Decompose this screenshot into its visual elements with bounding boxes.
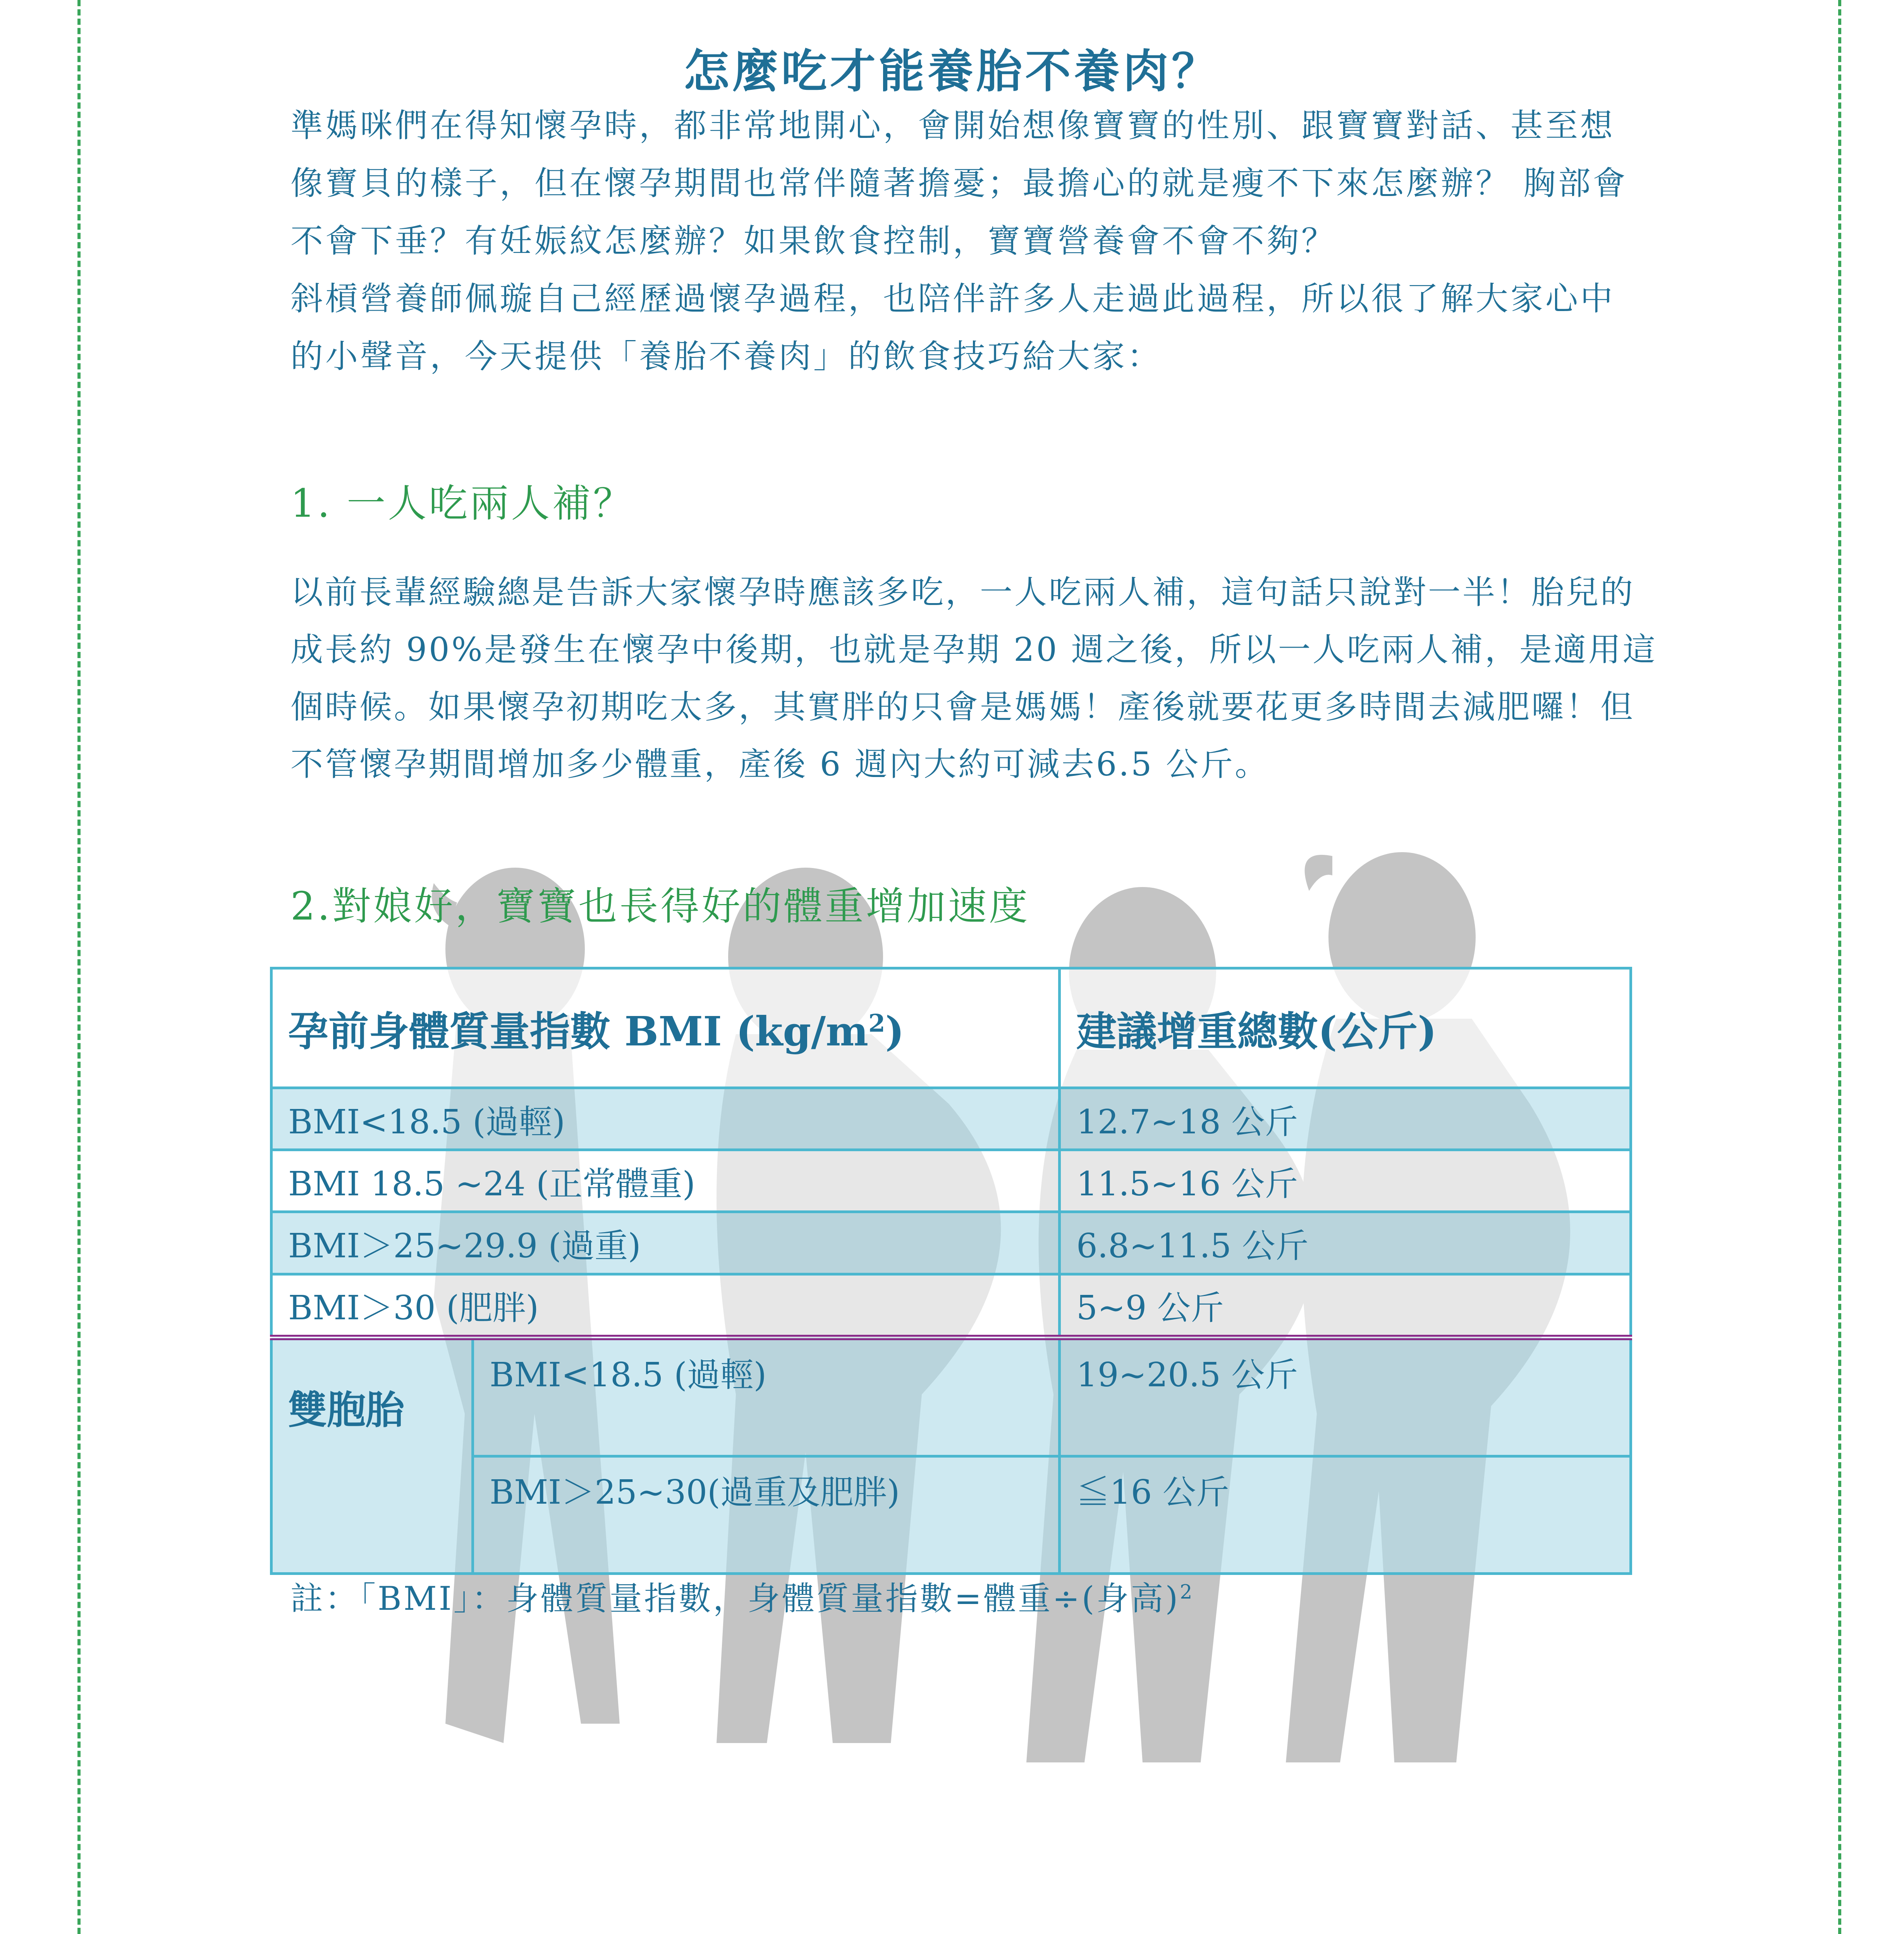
gain-cell: ≦16 公斤 xyxy=(1060,1456,1631,1573)
header-bmi xyxy=(272,968,1060,1088)
gain-cell: 6.8~11.5 公斤 xyxy=(1060,1212,1631,1274)
table-row xyxy=(272,1088,1631,1150)
header-bmi-text: 孕前身體質量指數 BMI (kg/m xyxy=(288,1007,869,1056)
table-row xyxy=(272,1212,1631,1274)
intro-text xyxy=(290,97,1631,385)
section2-heading: 2.對娘好，寶寶也長得好的體重增加速度 xyxy=(290,884,1030,929)
bmi-weight-gain-table xyxy=(270,967,1632,1575)
bmi-cell: BMI 18.5 ~24 (正常體重) xyxy=(272,1150,1060,1212)
header-bmi-sup: 2 xyxy=(868,1009,885,1038)
twin-label: 雙胞胎 xyxy=(272,1337,473,1574)
gain-cell: 19~20.5 公斤 xyxy=(1060,1337,1631,1456)
intro-paragraph: 準媽咪們在得知懷孕時，都非常地開心，會開始想像寶寶的性別、跟寶寶對話、甚至想像寶貝的樣子，但在懷孕期間也常伴隨著擔憂；最擔心的就是瘦不下來怎麼辦？ 胸部會不會下垂？有妊娠紋怎麼辦？如果飲食控制，寶寶營養會不會不夠？ xyxy=(290,107,1628,260)
section1-heading: 1. 一人吃兩人補？ xyxy=(290,481,634,526)
footnote xyxy=(290,1569,1194,1622)
table-row-twin xyxy=(272,1456,1631,1573)
gain-cell: 11.5~16 公斤 xyxy=(1060,1150,1631,1212)
section1-body: 以前長輩經驗總是告訴大家懷孕時應該多吃，一人吃兩人補，這句話只說對一半！胎兒的成長約 90%是發生在懷孕中後期，也就是孕期 20 週之後，所以一人吃兩人補，是適用這個時候。如果懷孕初期吃太多，其實胖的只會是媽媽！產後就要花更多時間去減肥囉！但不管懷孕期間增加多少體重，產後 6 週內大約可減去6.5 公斤。 xyxy=(290,573,1657,783)
header-bmi-suffix: ) xyxy=(885,1007,904,1056)
page-title: 怎麼吃才能養胎不養肉？ xyxy=(683,44,1220,98)
intro-paragraph: 斜槓營養師佩璇自己經歷過懷孕過程，也陪伴許多人走過此過程，所以很了解大家心中的小聲音，今天提供「養胎不養肉」的飲食技巧給大家： xyxy=(290,280,1615,375)
table-row-twin xyxy=(272,1337,1631,1456)
table-row xyxy=(272,1274,1631,1337)
gain-cell: 12.7~18 公斤 xyxy=(1060,1088,1631,1150)
bmi-cell: BMI＞30 (肥胖) xyxy=(272,1274,1060,1337)
bmi-cell: BMI＞25~29.9 (過重) xyxy=(272,1212,1060,1274)
header-weight-gain: 建議增重總數(公斤) xyxy=(1060,968,1631,1088)
footnote-text: 註：「BMI」：身體質量指數，身體質量指數=體重÷(身高) xyxy=(290,1580,1180,1618)
table-row xyxy=(272,1150,1631,1212)
bmi-cell: BMI＞25~30(過重及肥胖) xyxy=(473,1456,1060,1573)
bmi-cell: BMI<18.5 (過輕) xyxy=(473,1337,1060,1456)
footnote-sup: 2 xyxy=(1180,1580,1194,1603)
table-header-row xyxy=(272,968,1631,1088)
gain-cell: 5~9 公斤 xyxy=(1060,1274,1631,1337)
bmi-cell: BMI<18.5 (過輕) xyxy=(272,1088,1060,1150)
